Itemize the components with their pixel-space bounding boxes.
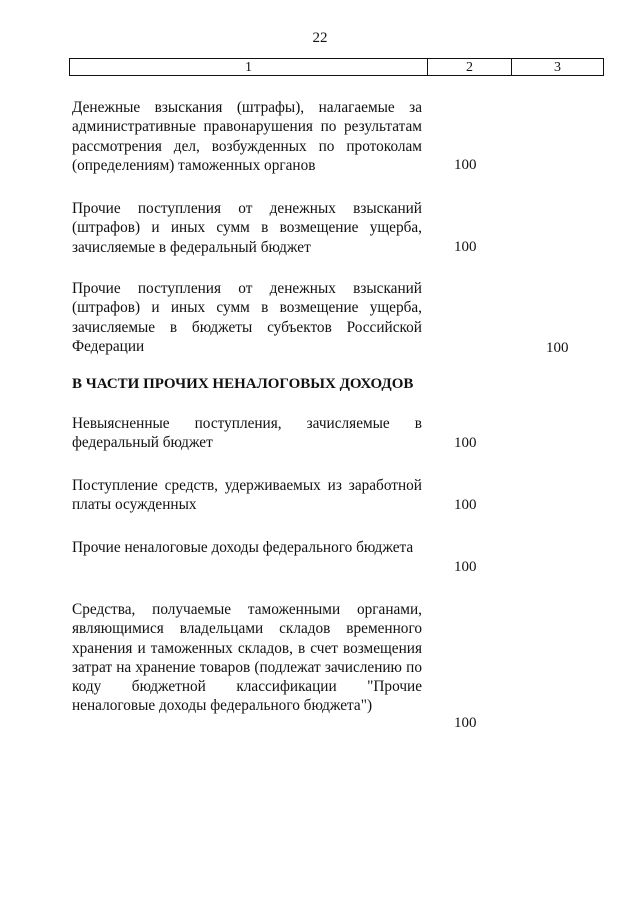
entry-value-col2: 100 xyxy=(454,435,477,451)
column-header-2: 2 xyxy=(428,59,512,76)
entry-value-col2: 100 xyxy=(454,497,477,513)
entry-text: Прочие неналоговые доходы федерального бюджета xyxy=(72,539,414,556)
entry-value-col2: 100 xyxy=(454,715,477,731)
entry-text: Денежные взыскания (штрафы), налагаемые за административные правонарушения по результатам рассмотрения дел, возбужденных по протоколам (определениям) таможенных органов xyxy=(72,99,422,174)
column-header-1: 1 xyxy=(70,59,428,76)
entry-text: Невыясненные поступления, зачисляемые в федеральный бюджет xyxy=(72,415,422,452)
entry-value-col2: 100 xyxy=(454,239,477,255)
entry-value-col2: 100 xyxy=(454,559,477,575)
entry-text: Средства, получаемые таможенными органами, являющимися владельцами складов временного хранения и таможенных складов, в счет возмещения затрат на хранение товаров (подлежат зачислению по коду бюджетной классификации "Прочие неналоговые доходы федерального бюджета") xyxy=(72,601,422,715)
column-header-table xyxy=(69,58,604,76)
entry-text: Прочие поступления от денежных взысканий (штрафов) и иных сумм в возмещение ущерба, зачисляемые в бюджеты субъектов Российской Федерации xyxy=(72,280,422,355)
page-number: 22 xyxy=(312,30,328,46)
entry-text: Поступление средств, удерживаемых из заработной платы осужденных xyxy=(72,477,422,514)
entry-value-col3: 100 xyxy=(546,340,569,356)
entry-text: Прочие поступления от денежных взысканий (штрафов) и иных сумм в возмещение ущерба, зачисляемые в федеральный бюджет xyxy=(72,200,422,256)
section-heading: В ЧАСТИ ПРОЧИХ НЕНАЛОГОВЫХ ДОХОДОВ xyxy=(72,376,414,392)
column-header-3: 3 xyxy=(512,59,604,76)
entry-value-col2: 100 xyxy=(454,157,477,173)
